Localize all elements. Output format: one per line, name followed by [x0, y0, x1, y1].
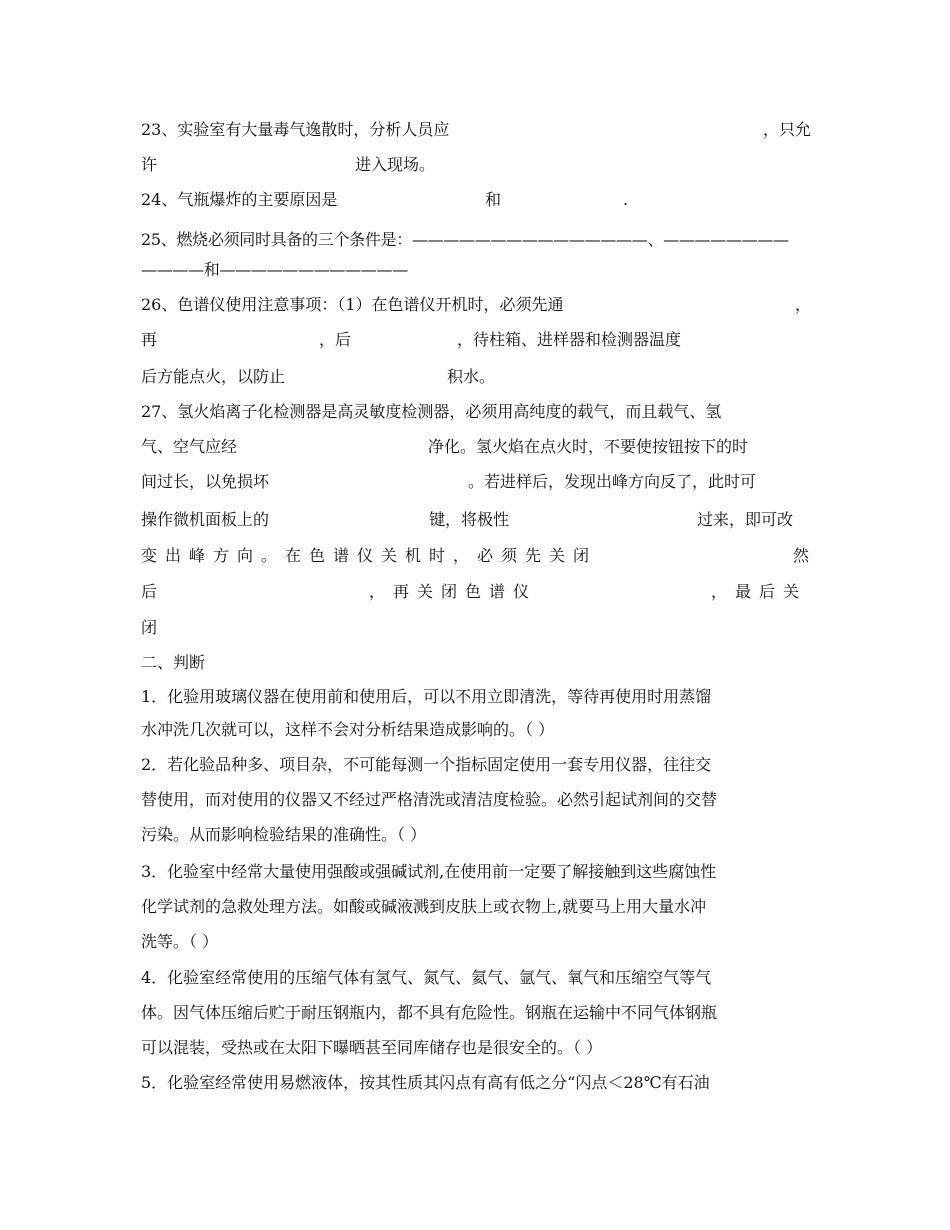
judge-q4-line-1: 4．化验室经常使用的压缩气体有氢气、氮气、氦气、氩气、氧气和压缩空气等气	[141, 968, 712, 987]
q23-text: ，只允	[762, 120, 811, 139]
judge-q5-line-1: 5．化验室经常使用易燃液体，按其性质其闪点有高有低之分“闪点＜28℃有石油	[141, 1073, 710, 1092]
judge-q3-line-1: 3．化验室中经常大量使用强酸或强碱试剂,在使用前一定要了解接触到这些腐蚀性	[141, 862, 717, 881]
q25-line-1: 25、燃烧必须同时具备的三个条件是：———————————————、————————	[141, 230, 789, 249]
q26-text: ，后	[319, 330, 352, 349]
judge-q2-line-2: 替使用，而对使用的仪器又不经过严格清洗或清洁度检验。必然引起试剂间的交替	[141, 790, 718, 809]
q27-text: ，最后关	[711, 582, 808, 601]
judge-q2-line-1: 2．若化验品种多、项目杂，不可能每测一个指标固定使用一套专用仪器，往往交	[141, 755, 712, 774]
q26-line-3	[141, 362, 811, 392]
judge-q3-line-3: 洗等。（ ）	[141, 932, 219, 951]
q26-text: 积水。	[447, 367, 496, 386]
q26-text: 再	[141, 330, 158, 349]
q27-text: 气、空气应经	[141, 437, 238, 456]
q23-text: 进入现场。	[355, 155, 436, 174]
q23-text: 许	[141, 155, 158, 174]
q26-text: 后方能点火，以防止	[141, 367, 286, 386]
judge-q4-line-2: 体。因气体压缩后贮于耐压钢瓶内，都不具有危险性。钢瓶在运输中不同气体钢瓶	[141, 1003, 718, 1022]
q27-text: 净化。氢火焰在点火时，不要使按钮按下的时	[428, 437, 749, 456]
q27-text: 过来，即可改	[697, 510, 794, 529]
q27-text: 键，将极性	[429, 510, 510, 529]
judge-q4-line-3: 可以混装，受热或在太阳下曝晒甚至同库储存也是很安全的。（ ）	[141, 1038, 603, 1057]
q27-line-2	[141, 432, 811, 462]
q26-line-1	[141, 290, 811, 320]
q27-line-5	[141, 541, 811, 571]
q27-text: 。若进样后，发现出峰方向反了，此时可	[468, 472, 757, 491]
q27-line-4	[141, 505, 811, 535]
q27-text: 然	[793, 546, 810, 565]
q23-line-2	[141, 150, 811, 180]
q26-line-2	[141, 325, 811, 355]
judge-q1-line-1: 1．化验用玻璃仪器在使用前和使用后，可以不用立即清洗，等待再使用时用蒸馏	[141, 687, 712, 706]
judge-q3-line-2: 化学试剂的急救处理方法。如酸或碱液溅到皮肤上或衣物上,就要马上用大量水冲	[141, 897, 707, 916]
q26-text: ，待柱箱、进样器和检测器温度	[457, 330, 682, 349]
q27-line-6	[141, 577, 811, 607]
q24-text: .	[623, 190, 629, 209]
q27-line-3	[141, 467, 811, 497]
q23-text: 23、实验室有大量毒气逸散时，分析人员应	[141, 120, 450, 139]
judge-q2-line-3: 污染。从而影响检验结果的准确性。（ ）	[141, 825, 427, 844]
q27-text: 变出峰方向。在色谱仪关机时，必须先关闭	[141, 546, 598, 565]
q27-text: 操作微机面板上的	[141, 510, 270, 529]
q26-text: 26、色谱仪使用注意事项：（1）在色谱仪开机时，必须先通	[141, 295, 564, 314]
q27-line-1: 27、氢火焰离子化检测器是高灵敏度检测器，必须用高纯度的载气，而且载气、氢	[141, 402, 722, 421]
q27-text: 后	[141, 582, 158, 601]
q23-line-1	[141, 115, 811, 145]
q24-text: 和	[485, 190, 502, 209]
q27-text: 间过长，以免损坏	[141, 472, 270, 491]
judge-q1-line-2: 水冲洗几次就可以，这样不会对分析结果造成影响的。（ ）	[141, 720, 555, 739]
q25-line-2: ————和————————————	[141, 260, 408, 279]
q24-text: 24、气瓶爆炸的主要原因是	[141, 190, 338, 209]
q26-text: ，	[794, 295, 811, 314]
q27-text: ，再关闭色谱仪	[369, 582, 538, 601]
q27-line-7: 闭	[141, 618, 158, 637]
q24-line	[141, 185, 811, 215]
section-title-judge: 二、判断	[141, 653, 206, 672]
